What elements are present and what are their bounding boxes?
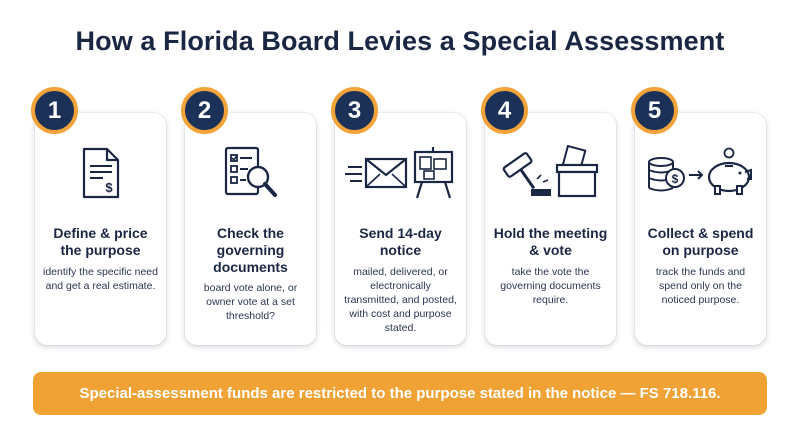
step-card-1 xyxy=(35,113,166,345)
step-number-badge-5: 5 xyxy=(631,87,678,134)
step-card-3 xyxy=(335,113,466,345)
coins-piggybank-icon xyxy=(635,143,766,203)
step-number-badge-3: 3 xyxy=(331,87,378,134)
restriction-banner: Special-assessment funds are restricted to the purpose stated in the notice — FS 718.116. xyxy=(33,372,767,415)
page-title: How a Florida Board Levies a Special Assessment xyxy=(75,26,725,56)
step-number-badge-1: 1 xyxy=(31,87,78,134)
step-heading-1: Define & price the purpose xyxy=(53,225,148,258)
step-description-2: board vote alone, or owner vote at a set threshold? xyxy=(203,282,298,322)
gavel-ballot-icon xyxy=(485,143,616,203)
step-heading-4: Hold the meeting & vote xyxy=(493,225,608,258)
step-card-5 xyxy=(635,113,766,345)
invoice-dollar-icon xyxy=(35,143,166,203)
step-card-2 xyxy=(185,113,316,345)
step-heading-3: Send 14-day notice xyxy=(359,225,442,258)
svg-text:$: $ xyxy=(671,172,678,186)
step-number-badge-4: 4 xyxy=(481,87,528,134)
step-card-4 xyxy=(485,113,616,345)
step-heading-5: Collect & spend on purpose xyxy=(647,225,754,258)
step-description-5: track the funds and spend only on the noticed purpose. xyxy=(655,266,746,306)
step-number-badge-2: 2 xyxy=(181,87,228,134)
checklist-magnifier-icon xyxy=(185,143,316,203)
step-description-3: mailed, delivered, or electronically transmitted, and posted, with cost and purpose stated. xyxy=(344,266,457,334)
mail-and-board-icon xyxy=(335,143,466,203)
step-heading-2: Check the governing documents xyxy=(213,225,288,275)
svg-text:$: $ xyxy=(104,180,113,195)
step-description-1: identify the specific need and get a real estimate. xyxy=(43,266,158,292)
step-description-4: take the vote the governing documents require. xyxy=(500,266,601,306)
